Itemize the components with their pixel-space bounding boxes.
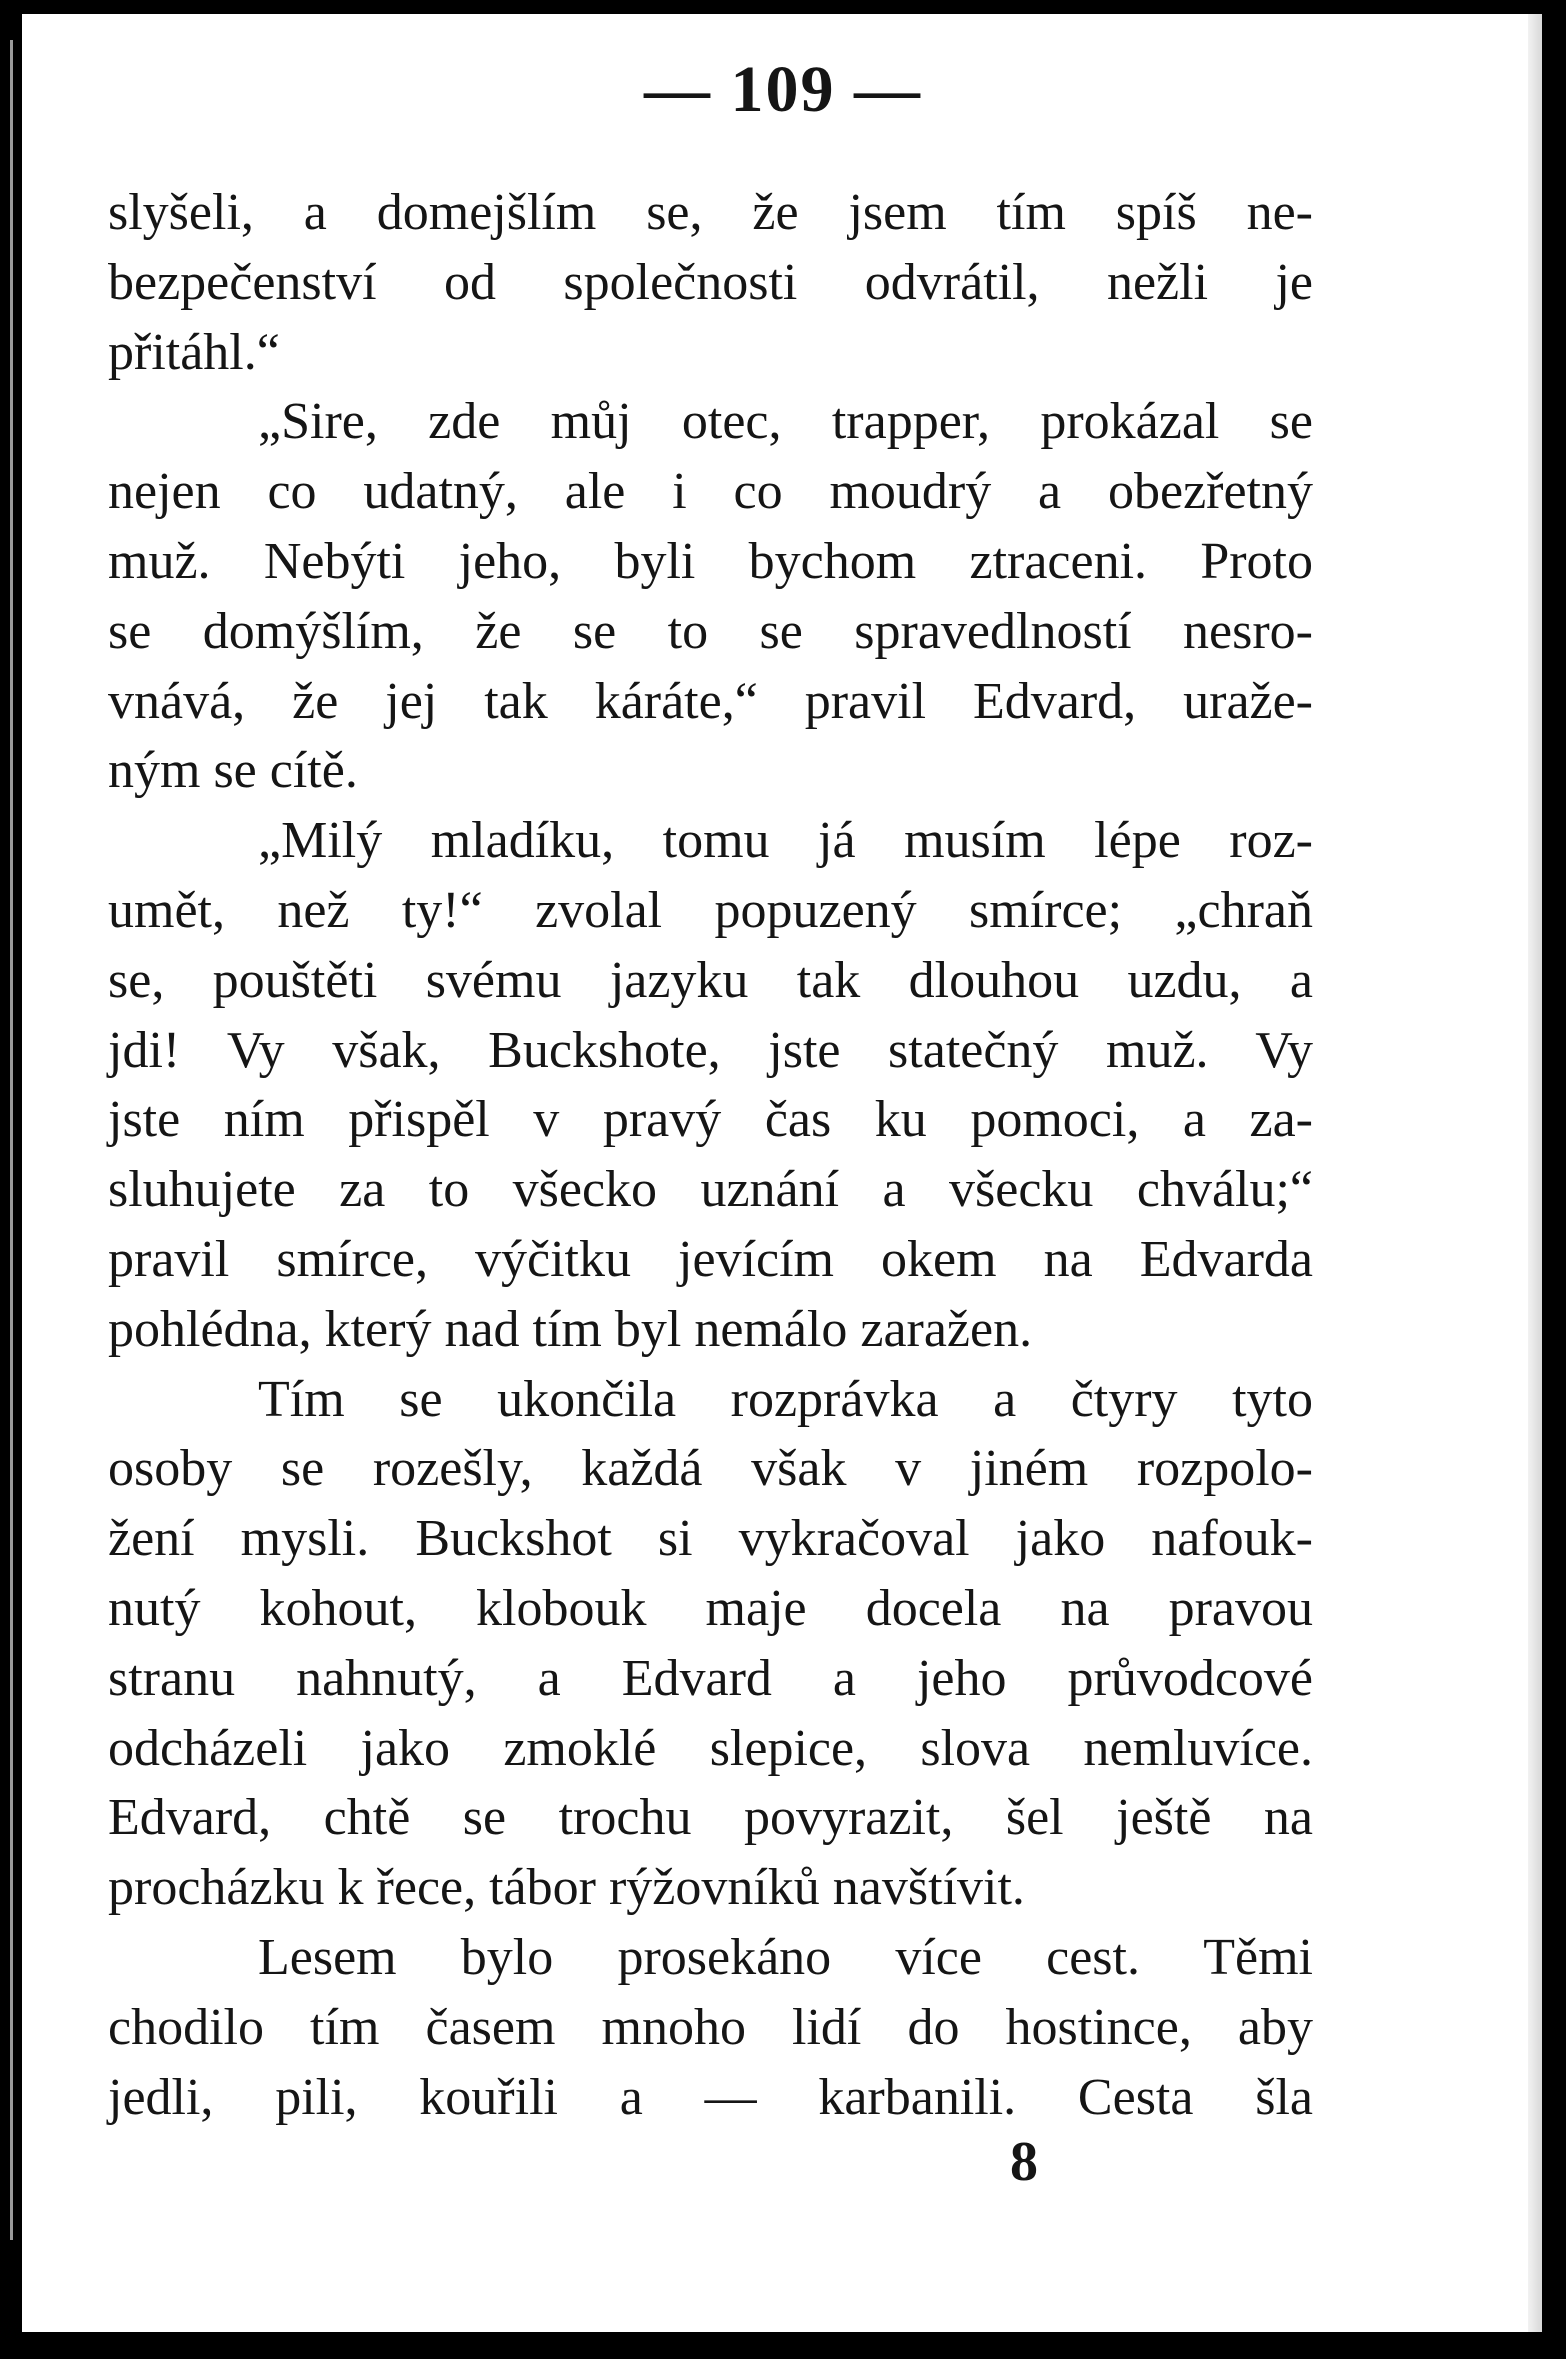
- text-line: pravil smírce, výčitku jevícím okem na Edvarda: [108, 1230, 1313, 1288]
- signature-mark: 8: [1010, 2131, 1038, 2193]
- text-line: „Milý mladíku, tomu já musím lépe roz-: [258, 812, 1313, 870]
- text-line: pohlédna, který nad tím byl nemálo zaražen.: [108, 1300, 1033, 1358]
- page-number: — 109 —: [644, 53, 922, 126]
- text-line: procházku k řece, tábor rýžovníků navštívit.: [108, 1859, 1025, 1917]
- text-line: Tím se ukončila rozprávka a čtyry tyto: [258, 1370, 1313, 1428]
- text-line: žení mysli. Buckshot si vykračoval jako nafouk-: [108, 1510, 1313, 1568]
- text-line: chodilo tím časem mnoho lidí do hostince, aby: [108, 1998, 1313, 2056]
- text-line: jedli, pili, kouřili a — karbanili. Cesta šla: [108, 2068, 1313, 2126]
- text-line: jste ním přispěl v pravý čas ku pomoci, a za-: [108, 1091, 1313, 1149]
- body-text: [108, 178, 1313, 2132]
- text-line: stranu nahnutý, a Edvard a jeho průvodcové: [108, 1649, 1313, 1707]
- text-line: přitáhl.“: [108, 323, 280, 381]
- text-line: sluhujete za to všecko uznání a všecku chválu;“: [108, 1161, 1313, 1219]
- text-line: umět, než ty!“ zvolal popuzený smírce; „chraň: [108, 881, 1313, 939]
- binding-edge: [10, 40, 13, 2240]
- text-line: se, pouštěti svému jazyku tak dlouhou uzdu, a: [108, 951, 1313, 1009]
- text-line: nejen co udatný, ale i co moudrý a obezřetný: [108, 463, 1313, 521]
- text-line: slyšeli, a domejšlím se, že jsem tím spíš ne-: [108, 184, 1313, 241]
- text-line: „Sire, zde můj otec, trapper, prokázal se: [258, 393, 1313, 451]
- text-line: bezpečenství od společnosti odvrátil, nežli je: [108, 253, 1313, 311]
- text-line: nutý kohout, klobouk maje docela na pravou: [108, 1579, 1313, 1637]
- page-edge: [1528, 14, 1542, 2332]
- text-line: jdi! Vy však, Buckshote, jste statečný muž. Vy: [108, 1021, 1313, 1079]
- text-line: vnává, že jej tak káráte,“ pravil Edvard, uraže-: [108, 672, 1313, 730]
- text-line: ným se cítě.: [108, 742, 358, 800]
- text-line: Edvard, chtě se trochu povyrazit, šel ještě na: [108, 1789, 1313, 1847]
- text-line: muž. Nebýti jeho, byli bychom ztraceni. Proto: [108, 532, 1313, 590]
- text-line: Lesem bylo prosekáno více cest. Těmi: [258, 1928, 1313, 1986]
- text-line: se domýšlím, že se to se spravedlností nesro-: [108, 602, 1313, 660]
- text-line: osoby se rozešly, každá však v jiném rozpolo-: [108, 1440, 1313, 1498]
- text-line: odcházeli jako zmoklé slepice, slova nemluvíce.: [108, 1719, 1313, 1777]
